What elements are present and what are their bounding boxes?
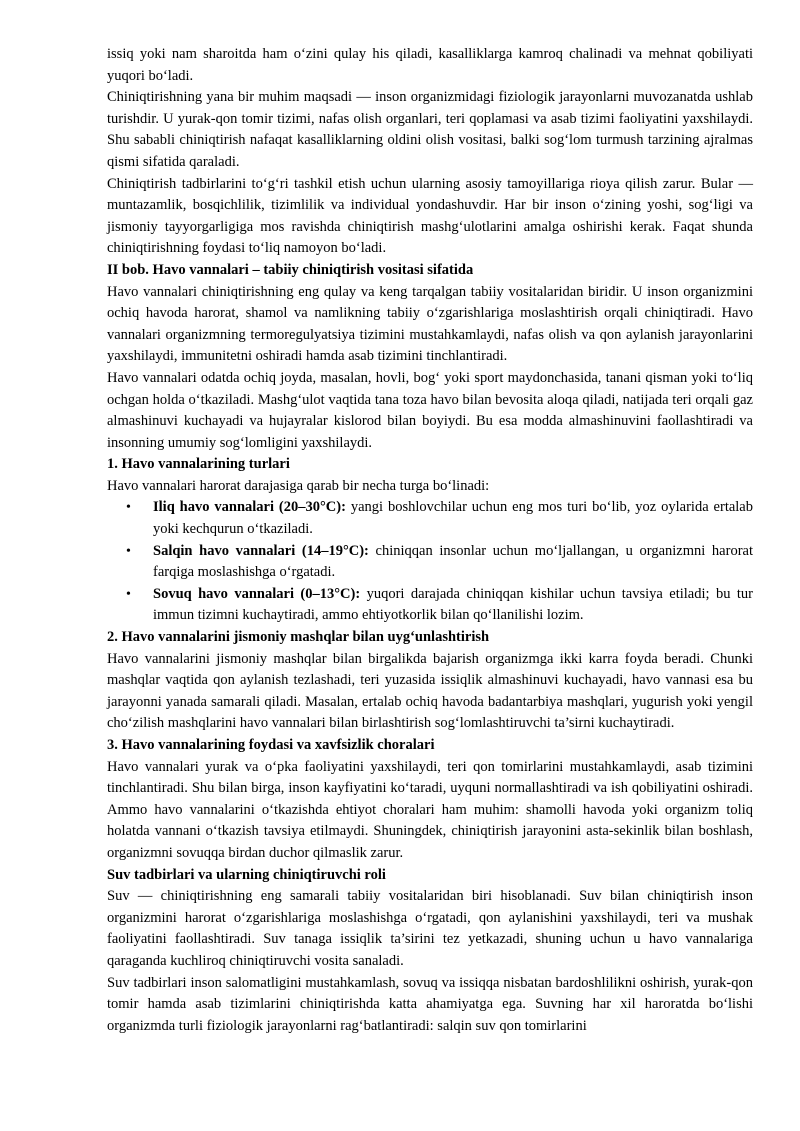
- section-heading: 1. Havo vannalarining turlari: [107, 456, 290, 473]
- paragraph: issiq yoki nam sharoitda ham o‘zini qulay his qiladi, kasalliklarga kamroq chalinadi va mehnat qobiliyati yuqori bo‘ladi.: [107, 46, 753, 84]
- paragraph: Havo vannalari chiniqtirishning eng qulay va keng tarqalgan tabiiy vositalaridan biridir. U inson organizmini ochiq havoda harorat, shamol va namlikning tabiiy o‘zgarishlariga moslashtirish orqali chiniqtiradi. Havo vannalari organizmning termoregulyatsiya tizimini mustahkamlaydi, nafas olish va qon aylanish jarayonlarini yaxshilaydi, immunitetni oshiradi hamda asab tizimini tinchlantiradi.: [107, 283, 753, 365]
- bullet-icon: •: [126, 543, 131, 559]
- bullet-list: [107, 497, 753, 627]
- list-item-title: Salqin havo vannalari (14–19°C):: [153, 542, 369, 559]
- paragraph: Havo vannalari odatda ochiq joyda, masalan, hovli, bog‘ yoki sport maydonchasida, tanani qisman yoki to‘liq ochgan holda o‘tkaziladi. Mashg‘ulot vaqtida tana toza havo bilan bevosita aloqa qiladi, natijada teri orqali gaz almashinuvi kuchayadi va hujayralar kislorod bilan boyiydi. Bu esa modda almashinuvini faollashtiradi va insonning umumiy sog‘lomligini yaxshilaydi.: [107, 369, 753, 451]
- list-item-text: yangi boshlovchilar uchun eng mos turi bo‘lib, yoz oylarida ertalab yoki kechqurun o‘tkaziladi.: [153, 499, 753, 538]
- section-heading: 3. Havo vannalarining foydasi va xavfsizlik choralari: [107, 737, 435, 753]
- paragraph: Havo vannalari yurak va o‘pka faoliyatini yaxshilaydi, teri qon tomirlarini mustahkamlaydi, asab tizimini tinchlantiradi. Shu bilan birga, inson kayfiyatini ko‘taradi, uyquni normallashtiradi va ish qobiliyatini oshiradi.: [107, 758, 753, 797]
- list-item-title: Sovuq havo vannalari (0–13°C):: [153, 585, 361, 602]
- document-page: [107, 44, 753, 1037]
- paragraph: Chiniqtirishning yana bir muhim maqsadi — inson organizmidagi fiziologik jarayonlarni muvozanatda ushlab turishdir. U yurak-qon tomir tizimi, nafas olish organlari, teri qoplamasi va asab tizimi faoliyatini yaxshilaydi. Shu sababli chiniqtirish nafaqat kasalliklarning oldini olish vositasi, balki sog‘lom turmush tarzining ajralmas qismi sifatida qaraladi.: [107, 89, 753, 170]
- chapter-heading: II bob. Havo vannalari – tabiiy chiniqtirish vositasi sifatida: [107, 261, 474, 278]
- list-item: [107, 497, 753, 540]
- list-item: [107, 541, 753, 584]
- bullet-icon: •: [126, 500, 131, 516]
- paragraph: Ammo havo vannalarini o‘tkazishda ehtiyot choralari ham muhim: shamolli havoda yoki organizm toliq holatda vannani o‘tkazish tavsiya etilmaydi. Shuningdek, chiniqtirish jarayonini asta-sekinlik bilan boshlash, organizmni sovuqqa birdan duchor qilmaslik zarur.: [107, 801, 753, 861]
- list-item-title: Iliq havo vannalari (20–30°C):: [153, 499, 346, 516]
- list-item-text: yuqori darajada chiniqqan kishilar uchun tavsiya etiladi; bu tur immun tizimni kuchaytiradi, ammo ehtiyotkorlik bilan qo‘llanilishi lozim.: [153, 585, 754, 624]
- list-item-text: chiniqqan insonlar uchun mo‘ljallangan, u organizmni harorat farqiga moslashishga o‘rgatadi.: [153, 542, 753, 581]
- paragraph: Suv tadbirlari inson salomatligini mustahkamlash, sovuq va issiqqa nisbatan bardoshlilikni oshirish, yurak-qon tomir hamda asab tizimlarini chiniqtirishda katta ahamiyatga ega. Suvning har xil haroratda bo‘lishi organizmda turli fiziologik jarayonlarni rag‘batlantiradi: salqin suv qon tomirlarini: [107, 974, 753, 1034]
- bullet-icon: •: [126, 586, 131, 602]
- paragraph: Havo vannalari harorat darajasiga qarab bir necha turga bo‘linadi:: [107, 477, 490, 494]
- list-item: [107, 584, 753, 627]
- paragraph: Chiniqtirish tadbirlarini to‘g‘ri tashkil etish uchun ularning asosiy tamoyillariga rioya qilish zarur. Bular — muntazamlik, bosqichlilik, tizimlilik va individual yondashuvdir. Har bir inson o‘zining yoshi, sog‘ligi va jismoniy tayyorgarligiga mos ravishda chiniqtirish mashg‘ulotlarini amalga oshirishi kerak. Faqat shunda chiniqtirishning foydasi to‘liq namoyon bo‘ladi.: [107, 175, 753, 257]
- paragraph: Havo vannalarini jismoniy mashqlar bilan birgalikda bajarish organizmga ikki karra foyda beradi. Chunki mashqlar vaqtida qon aylanish tezlashadi, teri yuzasida issiqlik almashinuvi kuchayadi, havo vannasi esa bu jarayonni yanada samarali qiladi. Masalan, ertalab ochiq havoda badantarbiya mashqlari, yugurish yoki yengil cho‘zilish mashqlarini havo vannalari bilan birlashtirish sog‘lomlashtiruvchi ta’sirni kuchaytiradi.: [107, 650, 753, 732]
- paragraph: Suv — chiniqtirishning eng samarali tabiiy vositalaridan biri hisoblanadi. Suv bilan chiniqtirish inson organizmini harorat o‘zgarishlariga moslashishga o‘rgatadi, qon aylanishini yaxshilaydi, teri va mushak faoliyatini faollashtiradi. Suv tanaga issiqlik ta’sirini tez yetkazadi, shuning uchun u havo vannalariga qaraganda kuchliroq chiniqtiruvchi vosita sanaladi.: [107, 888, 753, 969]
- section-heading: 2. Havo vannalarini jismoniy mashqlar bilan uyg‘unlashtirish: [107, 629, 490, 646]
- section-heading: Suv tadbirlari va ularning chiniqtiruvchi roli: [107, 866, 386, 883]
